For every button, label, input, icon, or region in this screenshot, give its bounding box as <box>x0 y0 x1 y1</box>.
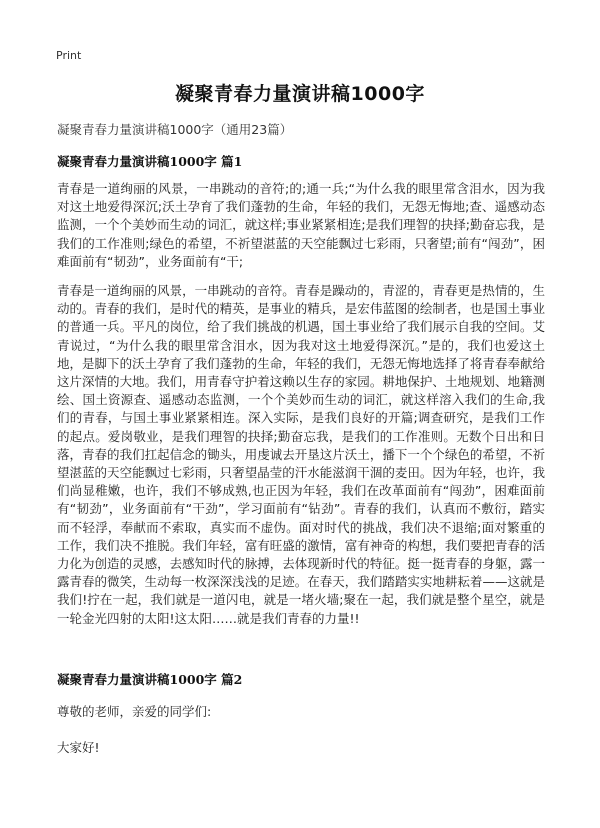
subtitle: 凝聚青春力量演讲稿1000字（通用23篇） <box>57 122 293 137</box>
page-title: 凝聚青春力量演讲稿1000字 <box>175 83 425 105</box>
section-heading-2: 凝聚青春力量演讲稿1000字 篇2 <box>57 672 243 687</box>
section-heading-1: 凝聚青春力量演讲稿1000字 篇1 <box>57 154 243 169</box>
paragraph-2: 青春是一道绚丽的风景，一串跳动的音符。青春是躁动的，青涩的，青春更是热情的，生动的。青春的我们，是时代的精英，是事业的精兵，是宏伟蓝图的绘制者，也是国土事业的普通一兵。平凡的岗位，给了我们挑战的机遇，国土事业给了我们展示自我的空间。艾青说过，“为什么我的眼里常含泪水，因为我对这土地爱得深沉。”是的，我们也爱这土地，是脚下的沃土孕育了我们蓬勃的生命，年轻的我们，无怨无悔地选择了将青春奉献给这片深情的大地。我们，用青春守护着这赖以生存的家园。耕地保护、土地规划、地籍测绘、国土资源查、遥感动态监测，一个个美妙而生动的词汇，就这样溶入我们的生命,我们的青春，与国土事业紧紧相连。深入实际，是我们良好的开篇;调查研究，是我们工作的起点。爱岗敬业，是我们理智的抉择;勤奋忘我，是我们的工作准则。无数个日出和日落，青春的我们扛起信念的锄头，用虔诚去开垦这片沃土，播下一个个绿色的希望，不祈望湛蓝的天空能飘过七彩雨，只奢望晶莹的汗水能滋润干涸的麦田。因为年轻，也许，我们尚显稚嫩，也许，我们不够成熟,也正因为年轻，我们在改革面前有“闯劲”，困难面前有“韧劲”，业务面前有“干劲”，学习面前有“钻劲”。青春的我们，认真而不敷衍，踏实而不轻浮，奉献而不索取，真实而不虚伪。面对时代的挑战，我们决不退缩;面对繁重的工作，我们决不推脱。我们年轻，富有旺盛的激情，富有神奇的构想，我们要把青春的活力化为创造的灵感，去感知时代的脉搏，去体现新时代的特征。挺一挺青春的身躯，露一露青春的微笑，生动每一枚深深浅浅的足迹。在春天，我们踏踏实实地耕耘着——这就是我们!拧在一起，我们就是一道闪电，就是一堵火墙;聚在一起，我们就是整个星空，就是一轮金光四射的太阳!这太阳……就是我们青春的力量!! <box>57 283 545 626</box>
greeting-line: 大家好! <box>57 740 100 755</box>
salutation-line: 尊敬的老师，亲爱的同学们: <box>57 704 212 719</box>
print-link[interactable]: Print <box>56 49 82 62</box>
paragraph-1: 青春是一道绚丽的风景，一串跳动的音符;的;通一兵;“为什么我的眼里常含泪水，因为我对这土地爱得深沉;沃土孕育了我们蓬勃的生命，年轻的我们，无怨无悔地;查、遥感动态监测，一个个美妙而生动的词汇，就这样;事业紧紧相连;是我们理智的抉择;勤奋忘我，是我们的工作准则;绿色的希望，不祈望湛蓝的天空能飘过七彩雨，只奢望;前有“闯劲”，困难面前有“韧劲”，业务面前有“干; <box>57 181 545 269</box>
